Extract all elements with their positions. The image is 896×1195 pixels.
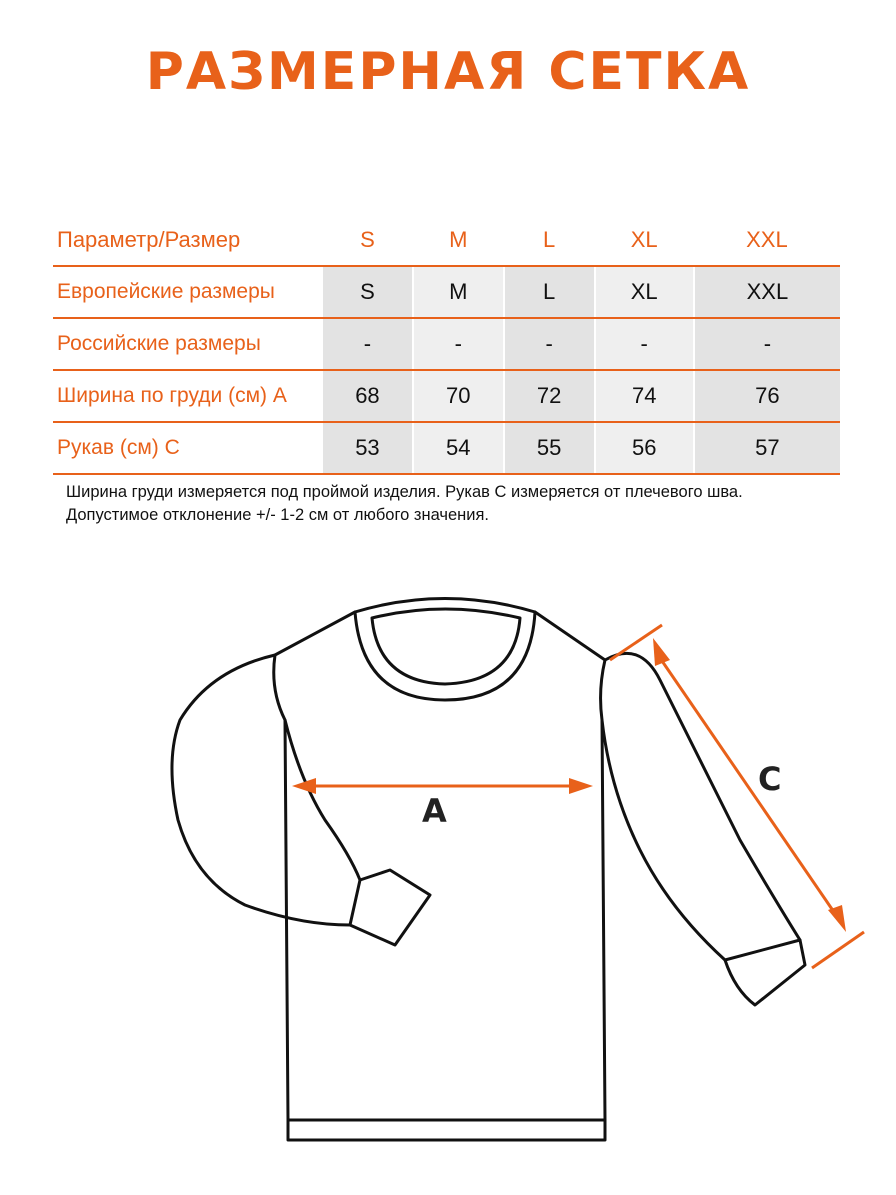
row-label: Ширина по груди (см) А [53,370,322,422]
dimension-c-arrow [610,625,864,968]
header-size-m: M [413,215,504,266]
table-cell: 76 [694,370,840,422]
table-cell: 55 [504,422,595,474]
table-cell: 68 [322,370,413,422]
table-cell: S [322,266,413,318]
row-label: Российские размеры [53,318,322,370]
table-cell: - [322,318,413,370]
note-line-1: Ширина груди измеряется под проймой изделия. Рукав С измеряется от плечевого шва. [66,483,743,501]
row-label: Рукав (см) С [53,422,322,474]
table-cell: 70 [413,370,504,422]
table-cell: 53 [322,422,413,474]
body-outline [274,612,605,1120]
right-cuff [725,940,805,1005]
table-cell: 72 [504,370,595,422]
header-size-xl: XL [595,215,694,266]
table-cell: 56 [595,422,694,474]
table-cell: 57 [694,422,840,474]
table-cell: XL [595,266,694,318]
collar-rib [372,609,520,684]
table-cell: XXL [694,266,840,318]
table-cell: - [694,318,840,370]
note-line-2: Допустимое отклонение +/- 1-2 см от любого значения. [66,506,490,524]
left-sleeve-inner [285,720,360,880]
table-cell: 74 [595,370,694,422]
table-cell: - [504,318,595,370]
header-label: Параметр/Размер [53,215,322,266]
header-size-xxl: XXL [694,215,840,266]
header-size-s: S [322,215,413,266]
hem-band [288,1120,605,1140]
dimension-a-label: A [422,792,447,830]
left-cuff [350,870,430,945]
table-cell: 54 [413,422,504,474]
table-cell: M [413,266,504,318]
left-sleeve-outline [172,655,350,925]
page-title: РАЗМЕРНАЯ СЕТКА [145,42,751,102]
table-cell: L [504,266,595,318]
table-cell: - [595,318,694,370]
table-cell: - [413,318,504,370]
right-sleeve-inner [602,720,725,960]
header-size-l: L [504,215,595,266]
dimension-c-label: C [758,760,782,798]
row-label: Европейские размеры [53,266,322,318]
